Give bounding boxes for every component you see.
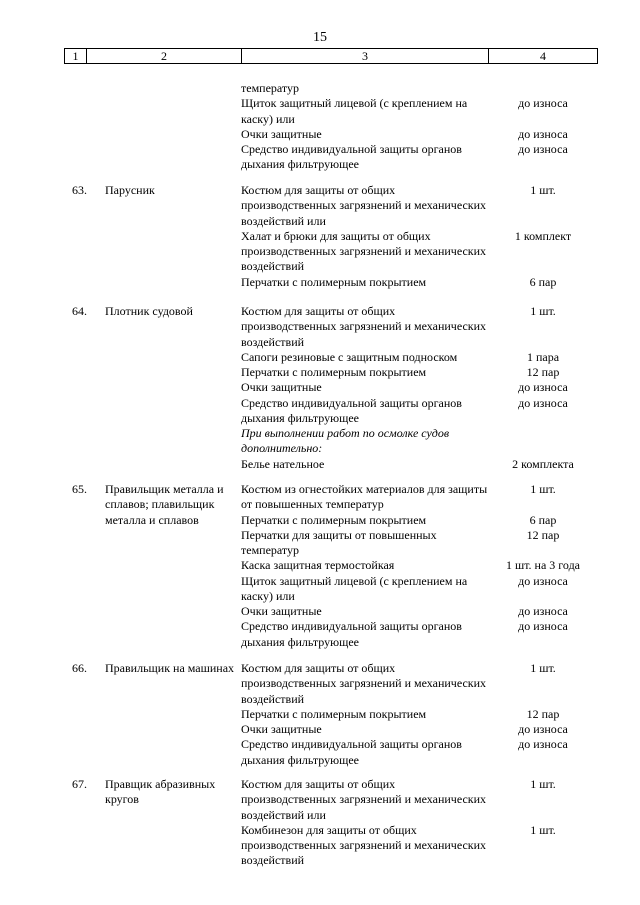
table-header-row <box>64 48 598 64</box>
item-name: Перчатки с полимерным покрытием <box>241 512 427 527</box>
continuation-row <box>0 81 640 173</box>
item-qty: 2 комплекта <box>512 456 574 471</box>
table-row-63 <box>0 183 640 290</box>
item-name: Костюм для защиты от общих производственных загрязнений и механических воздействий <box>241 661 487 706</box>
list-item <box>0 722 640 737</box>
entry-number: 65. <box>72 482 87 496</box>
entry-number: 64. <box>72 304 87 318</box>
item-qty: 1 шт. <box>530 777 556 791</box>
item-qty: 12 пар <box>526 706 560 721</box>
item-qty: до износа <box>518 573 568 588</box>
header-col-4: 4 <box>540 49 546 63</box>
item-qty: 6 пар <box>529 274 557 289</box>
item-name: Щиток защитный лицевой (с креплением на каску) или <box>241 573 468 603</box>
list-item <box>0 604 640 619</box>
item-name: Средство индивидуальной защиты органов дыхания фильтрующее <box>241 619 462 649</box>
item-qty: 12 пар <box>526 527 560 542</box>
list-item <box>0 350 640 365</box>
entry-number: 63. <box>72 183 87 197</box>
list-item <box>0 482 640 513</box>
item-name: Костюм из огнестойких материалов для защиты от повышенных температур <box>241 482 488 512</box>
item-name: Очки защитные <box>241 604 322 618</box>
list-item <box>0 275 640 290</box>
item-name: Каска защитная термостойкая <box>241 558 395 573</box>
item-qty: до износа <box>518 142 568 156</box>
list-item <box>0 823 640 869</box>
item-qty: до износа <box>518 619 568 634</box>
entry-number: 66. <box>72 661 87 675</box>
item-name: Белье нательное <box>241 456 325 471</box>
item-name: Средство индивидуальной защиты органов дыхания фильтрующее <box>241 142 462 172</box>
list-item <box>0 426 640 457</box>
profession-name: Правщик абразивных кругов <box>105 777 216 807</box>
item-name: Очки защитные <box>241 722 322 736</box>
item-qty: 1 шт. <box>530 183 556 197</box>
item-qty: 1 шт. <box>530 304 556 318</box>
list-item <box>0 81 640 96</box>
supplementary-note: При выполнении работ по осмолке судов дополнительно: <box>241 426 450 456</box>
list-item <box>0 365 640 380</box>
list-item <box>0 380 640 395</box>
item-name: Очки защитные <box>241 380 322 395</box>
item-name: температур <box>241 81 300 95</box>
item-name: Перчатки с полимерным покрытием <box>241 365 427 379</box>
list-item <box>0 558 640 573</box>
item-qty: до износа <box>518 96 568 111</box>
list-item <box>0 777 640 823</box>
item-name: Средство индивидуальной защиты органов дыхания фильтрующее <box>241 395 462 425</box>
item-name: Костюм для защиты от общих производственных загрязнений и механических воздействий или <box>241 183 487 228</box>
item-qty: до износа <box>518 380 568 395</box>
item-qty: 1 пара <box>526 349 560 364</box>
item-name: Средство индивидуальной защиты органов дыхания фильтрующее <box>241 737 462 767</box>
profession-name: Правильщик на машинах <box>105 661 235 675</box>
list-item <box>0 396 640 427</box>
list-item <box>0 457 640 472</box>
list-item <box>0 528 640 559</box>
page-number: 15 <box>313 30 327 45</box>
item-name: Перчатки с полимерным покрытием <box>241 706 427 721</box>
item-name: Щиток защитный лицевой (с креплением на каску) или <box>241 96 468 126</box>
table-row-65 <box>0 482 640 650</box>
item-qty: 1 комплект <box>514 228 572 243</box>
item-qty: 6 пар <box>529 512 557 527</box>
item-qty: 1 шт. <box>530 661 556 675</box>
item-qty: 12 пар <box>526 365 560 379</box>
table-row-66 <box>0 661 640 768</box>
item-qty: до износа <box>518 737 568 752</box>
list-item <box>0 619 640 650</box>
list-item <box>0 229 640 275</box>
header-col-1: 1 <box>65 49 87 63</box>
entry-number: 67. <box>72 777 87 791</box>
list-item <box>0 737 640 768</box>
list-item <box>0 707 640 722</box>
list-item <box>0 96 640 127</box>
list-item <box>0 513 640 528</box>
profession-name: Правильщик металла и сплавов; плавильщик металла и сплавов <box>105 482 224 527</box>
profession-name: Плотник судовой <box>105 304 193 318</box>
item-name: Костюм для защиты от общих производственных загрязнений и механических воздействий или <box>241 777 487 822</box>
list-item <box>0 304 640 350</box>
item-qty: до износа <box>518 126 568 141</box>
item-name: Очки защитные <box>241 126 322 141</box>
item-name: Сапоги резиновые с защитным подноском <box>241 349 458 364</box>
item-name: Комбинезон для защиты от общих производственных загрязнений и механических воздействий <box>241 822 487 868</box>
item-qty: до износа <box>518 722 568 736</box>
item-qty: 1 шт. на 3 года <box>505 558 581 573</box>
profession-name: Парусник <box>105 183 155 197</box>
header-col-3: 3 <box>242 49 489 63</box>
table-row-67 <box>0 777 640 869</box>
item-name: Перчатки с полимерным покрытием <box>241 274 427 289</box>
item-name: Халат и брюки для защиты от общих производственных загрязнений и механических воздействий <box>241 228 487 274</box>
item-name: Перчатки для защиты от повышенных температур <box>241 527 437 557</box>
item-qty: 1 шт. <box>530 482 556 496</box>
item-qty: до износа <box>518 604 568 618</box>
list-item <box>0 142 640 173</box>
list-item <box>0 183 640 229</box>
item-name: Костюм для защиты от общих производственных загрязнений и механических воздействий <box>241 304 487 349</box>
item-qty: 1 шт. <box>530 822 556 837</box>
item-qty: до износа <box>518 395 568 410</box>
header-col-2: 2 <box>87 49 242 63</box>
list-item <box>0 661 640 707</box>
list-item <box>0 127 640 142</box>
list-item <box>0 574 640 605</box>
table-row-64 <box>0 304 640 472</box>
